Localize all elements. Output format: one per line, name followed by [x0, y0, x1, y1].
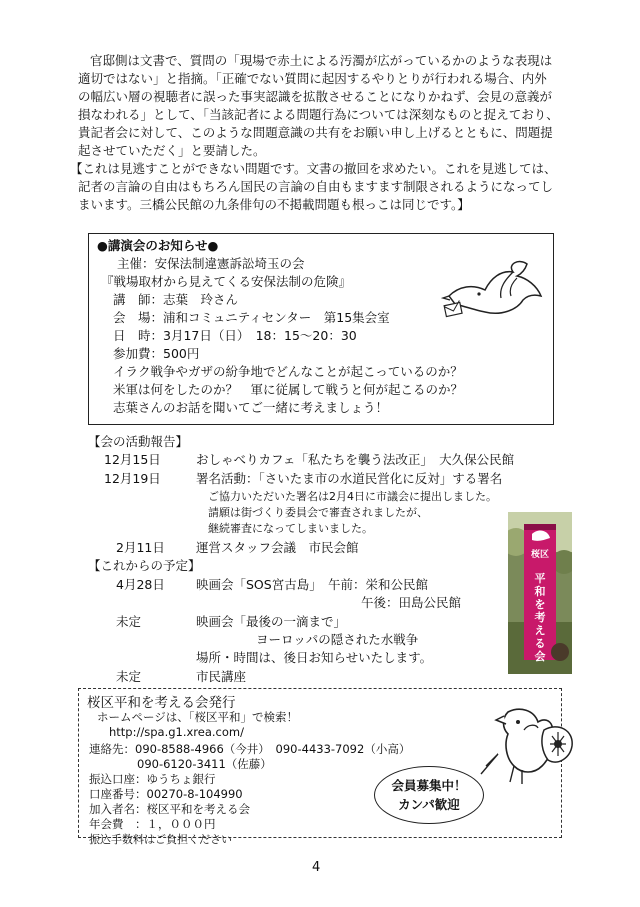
contact-phones: 連絡先：090-8588-4966（今井） 090-4433-7092（小高） — [89, 742, 411, 756]
activity-text: 運営スタッフ会議 市民会館 — [196, 540, 359, 555]
schedule-text: 場所・時間は、後日お知らせいたします。 — [196, 650, 433, 665]
publisher-title: 桜区平和を考える会発行 — [87, 695, 236, 711]
contact-phone-sato: 090-6120-3411（佐藤） — [137, 757, 272, 771]
intro-line: 起させていただく」と要請した。 — [78, 143, 266, 158]
activity-date: 12月19日 — [104, 471, 161, 486]
page-number: 4 — [312, 860, 321, 875]
activity-date: 12月15日 — [104, 452, 161, 467]
activity-note: 請願は街づくり委員会で審査されましたが、 — [208, 506, 428, 519]
event-heading: ●講演会のお知らせ● — [97, 238, 219, 253]
intro-paragraph — [78, 52, 558, 160]
intro-line: 適切ではない」と指摘。「正確でない質問に起因するやりとりが行われる場合、内外 — [78, 71, 547, 86]
event-description-2: 米軍は何をしたのか？ 軍に従属して戦うと何が起こるのか？ — [113, 382, 464, 397]
activity-note: 継続審査になってしまいました。 — [208, 522, 373, 535]
intro-line: 官邸側は文書で、質問の「現場で赤土による汚濁が広がっているかのような表現は — [90, 53, 553, 68]
event-lecturer: 講 師：志葉 玲さん — [113, 292, 239, 307]
dove-with-letter-icon — [441, 256, 549, 326]
recruitment-speech-bubble — [374, 766, 484, 824]
event-description-1: イラク戦争やガザの紛争地でどんなことが起こっているのか？ — [113, 364, 463, 379]
bank-name: 振込口座：ゆうちょ銀行 — [89, 772, 216, 786]
banner-top-text: 桜区 — [531, 550, 550, 560]
schedule-text: 映画会「SOS宮古島」 午前：栄和公民館 — [196, 577, 428, 592]
event-datetime: 日 時：3月17日（日） 18：15〜20：30 — [113, 328, 357, 343]
bird-mascot-icon — [494, 700, 578, 790]
activities-heading: 【会の活動報告】 — [88, 434, 189, 449]
annual-fee: 年会費 ：１，０００円 — [89, 817, 216, 831]
fee-note: 振込手数料はご負担ください — [89, 833, 232, 846]
schedule-text: 市民講座 — [196, 669, 247, 684]
intro-line: 損なわれる」として、「当該記者による問題行為については深刻なものと捉えており、 — [78, 107, 559, 122]
comment-line: まいます。三橋公民館の九条俳句の不掲載問題も根っこは同じです。】 — [78, 197, 470, 212]
activity-note: ご協力いただいた署名は2月4日に市議会に提出しました。 — [208, 490, 497, 503]
event-venue: 会 場：浦和コミュニティセンター 第15集会室 — [113, 310, 390, 325]
banner-main-text: 平和を考える会 — [534, 572, 546, 663]
bubble-line-1: 会員募集中！ — [391, 778, 467, 793]
homepage-url[interactable]: http://spa.g1.xrea.com/ — [109, 725, 244, 739]
event-organizer: 主催：安保法制違憲訴訟埼玉の会 — [117, 256, 305, 271]
schedule-text: ヨーロッパの隠された水戦争 — [256, 632, 419, 647]
account-holder: 加入者名：桜区平和を考える会 — [89, 802, 250, 816]
intro-line: の幅広い層の視聴者に誤った事実認識を拡散させることになりかねず、会見の意義が — [78, 89, 553, 104]
comment-line: 記者の言論の自由はもちろん国民の言論の自由もますます制限されるようになってし — [78, 179, 554, 194]
event-description-3: 志葉さんのお話を聞いてご一緒に考えましょう！ — [113, 400, 389, 415]
activity-date: 2月11日 — [116, 540, 165, 555]
schedule-text: 映画会「最後の一滴まで」 — [196, 614, 347, 629]
banner-photo — [508, 512, 572, 674]
activity-text: おしゃべりカフェ「私たちを襲う法改正」 大久保公民館 — [196, 452, 515, 467]
intro-line: 貴記者会に対して、このような問題意識の共有をお願い申し上げるとともに、問題提 — [78, 125, 553, 140]
account-number: 口座番号：00270-8-104990 — [89, 787, 243, 801]
bubble-line-2: カンパ歓迎 — [398, 797, 460, 812]
event-title: 『戦場取材から見えてくる安保法制の危険』 — [101, 274, 352, 289]
event-fee: 参加費：500円 — [113, 346, 200, 361]
activity-text: 署名活動：「さいたま市の水道民営化に反対」する署名 — [196, 471, 503, 486]
comment-line: 【これは見逃すことができない問題です。文書の撤回を求めたい。これを見逃しては、 — [70, 161, 557, 176]
schedule-date: 4月28日 — [116, 577, 165, 592]
schedule-heading: 【これからの予定】 — [88, 558, 201, 573]
schedule-text: 午後：田島公民館 — [361, 595, 462, 610]
homepage-text: ホームページは、「桜区平和」で検索！ — [97, 710, 299, 724]
lecture-announcement-box — [88, 233, 554, 425]
schedule-date: 未定 — [116, 614, 142, 629]
schedule-date: 未定 — [116, 669, 142, 684]
comment-paragraph — [70, 160, 560, 214]
